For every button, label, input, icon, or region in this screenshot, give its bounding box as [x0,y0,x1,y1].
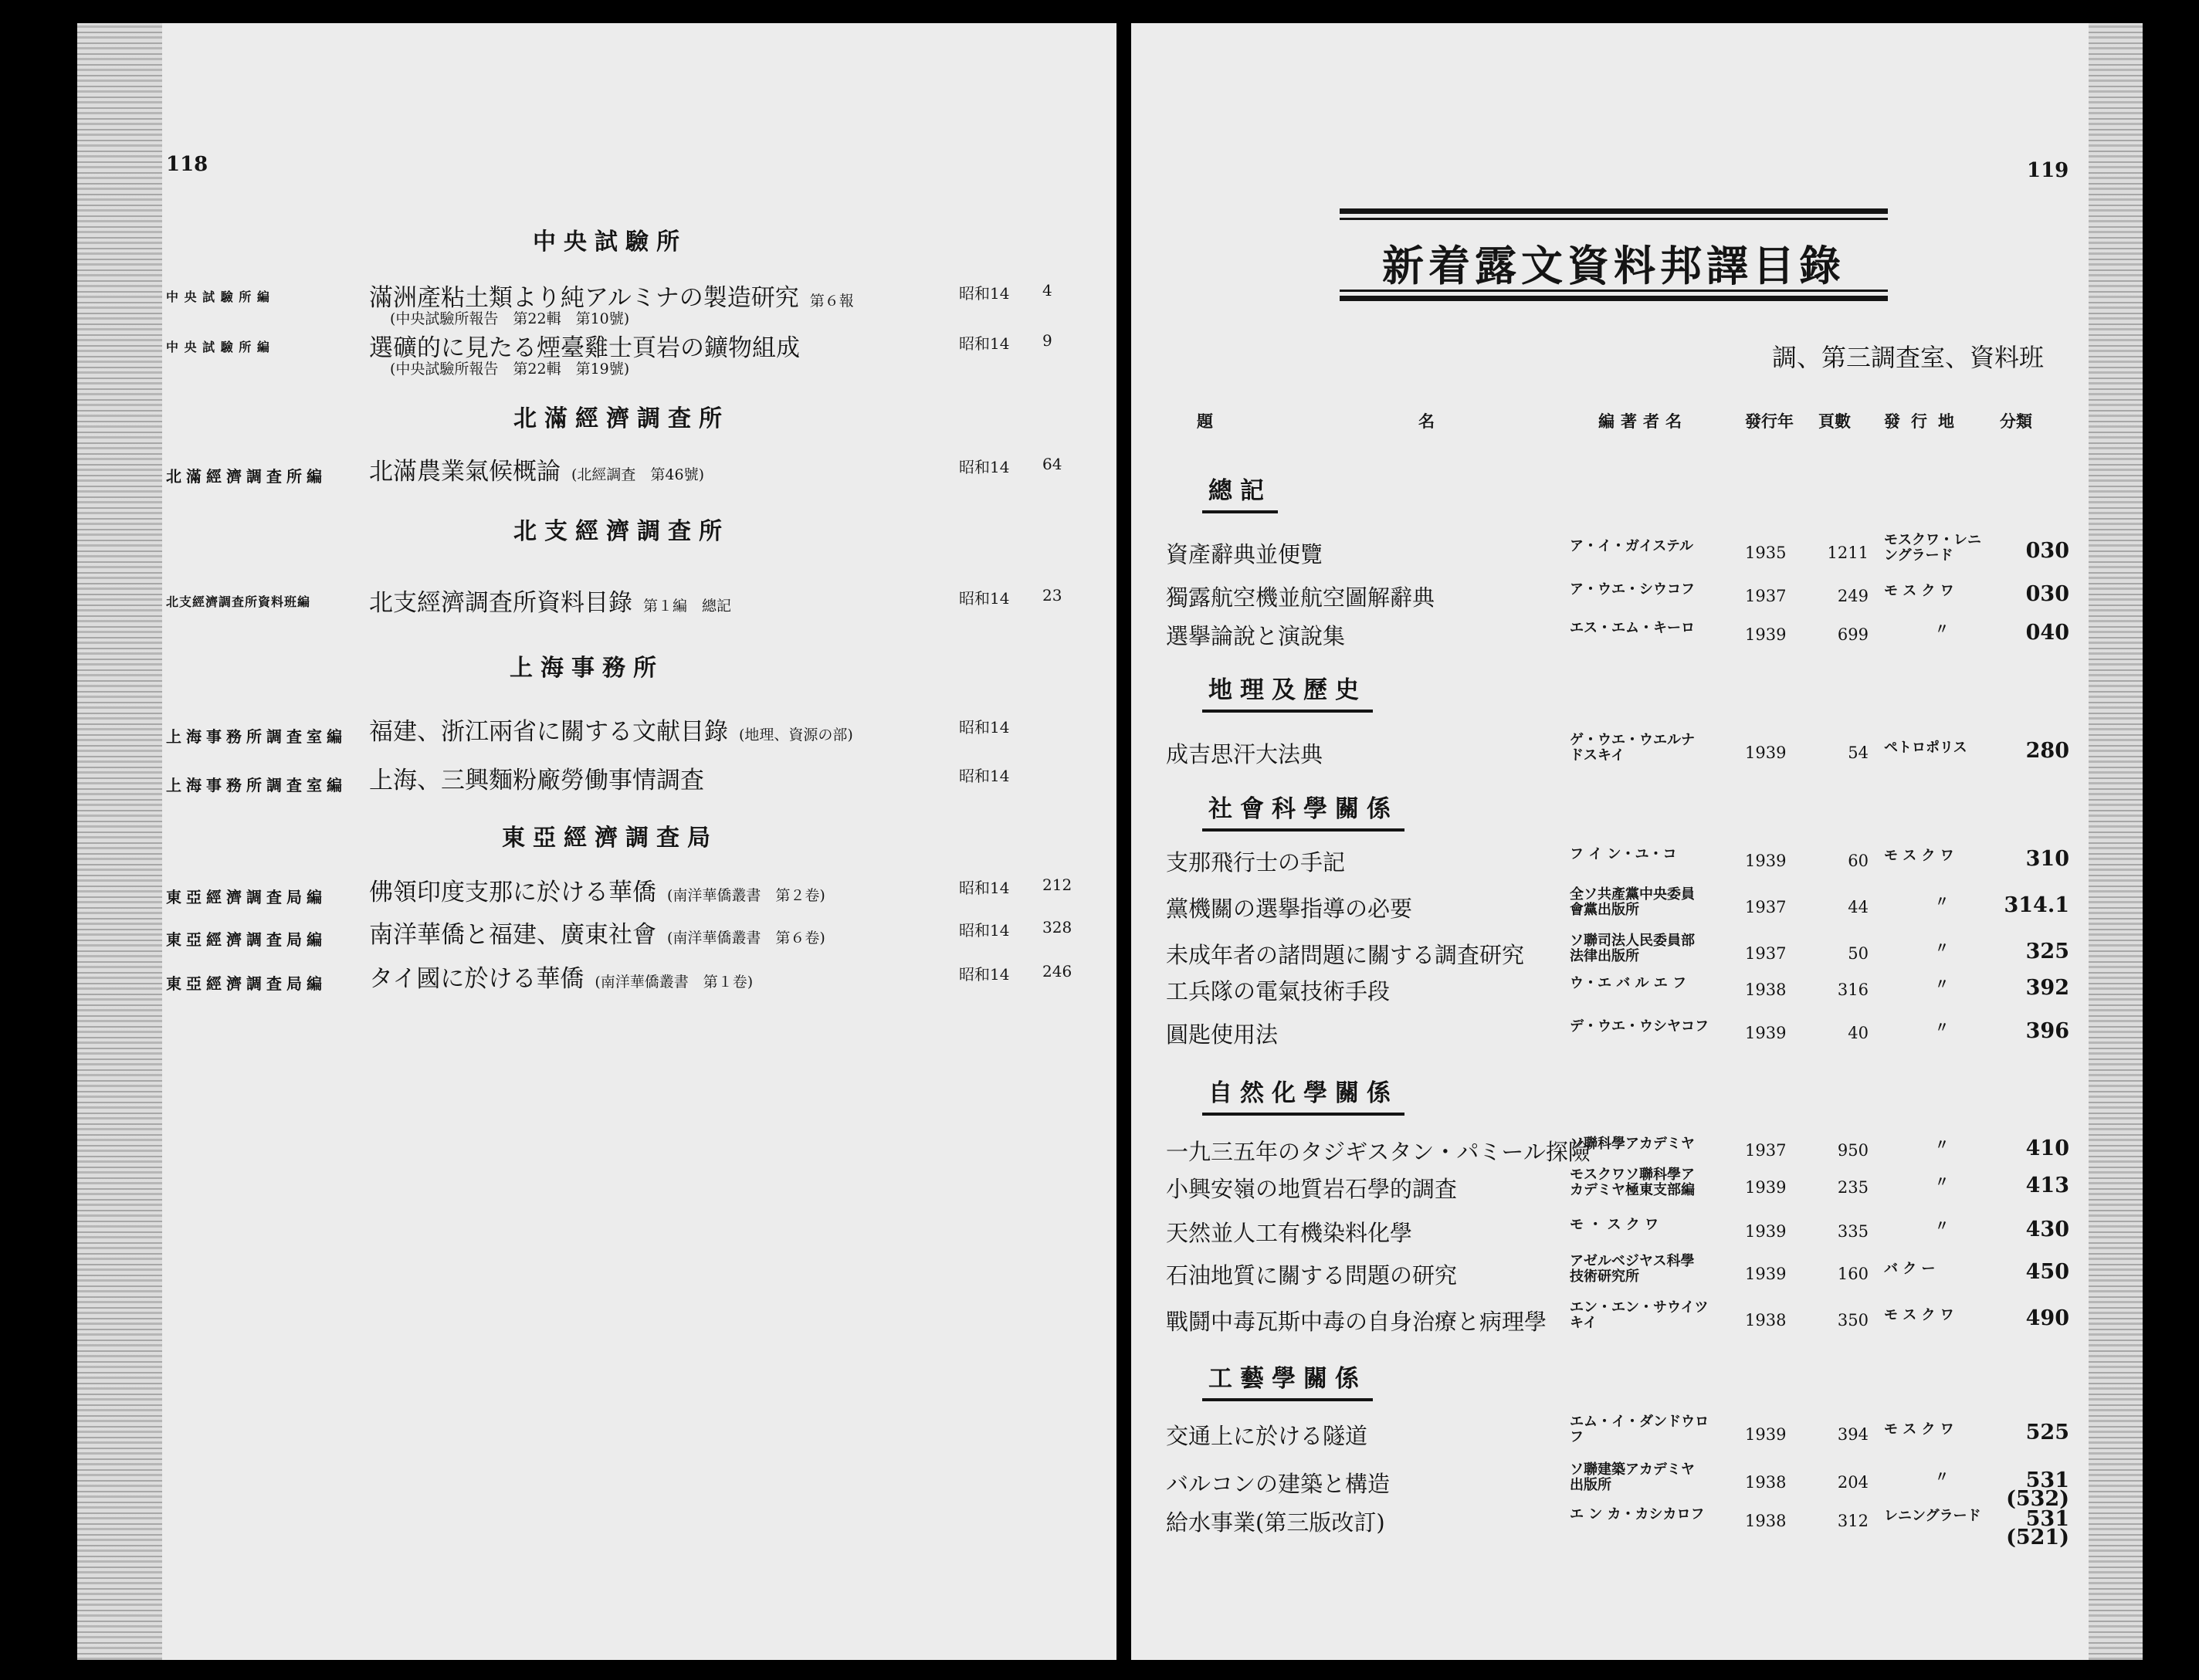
entry-author: アゼルベジヤス科學 技術研究所 [1570,1253,1695,1285]
entry-author: ソ聯建築アカデミヤ 出版所 [1570,1462,1695,1493]
entry-note: (地理、資源の部) [739,727,853,743]
entry-title [369,959,753,994]
entry-author: ゲ・ウエ・ウエルナ ドスキイ [1570,732,1695,764]
entry-title: 圓匙使用法 [1166,1021,1279,1048]
entry-year: 昭和14 [959,284,1010,303]
entry-year: 1939 [1745,1178,1787,1197]
entry-title: 一九三五年のタジギスタン・パミール探險 [1166,1139,1591,1165]
entry-pages: 204 [1837,1473,1869,1492]
entry-title: 小興安嶺の地質岩石學的調査 [1166,1176,1458,1202]
entry-year: 1938 [1745,981,1787,999]
entry-place: モ ス ク ワ [1884,583,1954,599]
entry-title-text: 佛領印度支那に於ける華僑 [369,879,656,906]
entry-pages: 699 [1837,625,1869,644]
col-header-pages: 頁數 [1818,412,1851,431]
entry-pages: 212 [1042,876,1072,894]
entry-publisher: 中 央 試 驗 所 編 [166,290,270,304]
category-heading: 社會科學關係 [1208,789,1398,827]
entry-place: 〃 [1935,1137,1949,1153]
entry-author: ウ・エ バ ル エ フ [1570,975,1687,991]
entry-title-text: 福建、浙江兩省に關する文献目錄 [369,718,728,746]
entry-year: 1937 [1745,587,1787,605]
entry-title: 給水事業(第三版改訂) [1166,1509,1385,1536]
entry-title: 黨機關の選擧指導の必要 [1166,896,1413,922]
entry-year: 昭和14 [959,458,1010,476]
entry-publisher: 北支經濟調査所資料班編 [166,594,311,609]
entry-year: 1939 [1745,1024,1787,1042]
entry-title [369,452,704,486]
entry-series: (中央試驗所報告 第22輯 第10號) [390,310,630,327]
category-heading: 地理及歷史 [1208,670,1367,708]
entry-pages: 23 [1042,586,1062,605]
page-number: 119 [2027,159,2069,182]
byline: 調、第三調査室、資料班 [1772,343,2045,372]
entry-place: バ ク ー [1884,1261,1936,1277]
entry-title: 選擧論說と演說集 [1166,623,1346,649]
entry-class: 325 [2025,940,2069,964]
col-header-place: 發行地 [1884,412,1965,431]
entry-pages: 235 [1837,1178,1869,1197]
entry-title: 戰鬪中毒瓦斯中毒の自身治療と病理學 [1166,1309,1547,1335]
entry-class: 525 [2025,1421,2069,1445]
entry-note: (南洋華僑叢書 第２卷) [667,887,825,904]
left-page [77,23,1116,1660]
entry-title [369,760,704,795]
entry-year: 1935 [1745,544,1787,562]
section-heading: 東亞經濟調査局 [502,825,718,852]
entry-year: 1939 [1745,852,1787,870]
entry-publisher: 中 央 試 驗 所 編 [166,340,270,354]
category-heading: 總記 [1208,471,1272,509]
entry-note: (南洋華僑叢書 第１卷) [595,974,754,991]
entry-year: 1937 [1745,1141,1787,1160]
entry-title-text: 滿洲產粘土類より純アルミナの製造研究 [369,284,799,312]
col-header-class: 分類 [2000,412,2032,431]
entry-pages: 394 [1837,1425,1869,1444]
entry-title: 天然並人工有機染料化學 [1166,1220,1413,1246]
entry-place: 〃 [1935,1174,1949,1191]
entry-place: 〃 [1935,894,1949,910]
entry-year: 1939 [1745,1222,1787,1241]
section-heading: 北滿經濟調査所 [513,405,730,432]
entry-author: デ・ウエ・ウシヤコフ [1570,1018,1709,1035]
entry-series: (中央試驗所報告 第22輯 第19號) [390,361,630,378]
entry-class: 030 [2025,539,2069,563]
entry-title: 支那飛行士の手記 [1166,849,1346,876]
entry-year: 昭和14 [959,334,1010,353]
entry-pages: 60 [1848,852,1869,870]
entry-author: エン・エン・サウイツ キイ [1570,1299,1709,1331]
entry-title [369,583,731,618]
entry-year: 昭和14 [959,718,1010,737]
col-header-title-b: 名 [1418,412,1435,431]
entry-title: 交通上に於ける隧道 [1166,1423,1368,1449]
entry-author: フ イ ン・ユ・コ [1570,846,1677,862]
section-heading: 中央試驗所 [533,229,687,256]
entry-pages: 312 [1837,1512,1869,1530]
category-heading: 工藝學關係 [1208,1359,1367,1397]
entry-note: 第１編 總記 [643,598,732,615]
entry-pages: 54 [1848,743,1869,762]
entry-year: 昭和14 [959,879,1010,897]
entry-author: ソ聯科學アカデミヤ [1570,1136,1695,1152]
entry-class: 531 (532) [2006,1468,2069,1511]
entry-year: 1939 [1745,625,1787,644]
entry-year: 1939 [1745,1425,1787,1444]
catalog-title-box [1340,208,1888,301]
entry-publisher: 上海事務所調査室編 [166,727,347,746]
entry-note: (北經調査 第46號) [571,466,705,483]
entry-place: ペトロポリス [1884,740,1967,756]
entry-author: エム・イ・ダンドウロ フ [1570,1414,1709,1445]
entry-author: ア・ウエ・シウコフ [1570,581,1695,598]
entry-year: 1938 [1745,1512,1787,1530]
col-header-title-a: 題 [1197,412,1213,431]
entry-place: 〃 [1935,1469,1949,1485]
entry-note: 第６報 [809,293,854,310]
entry-place: モ ス ク ワ [1884,848,1954,864]
entry-title: バルコンの建築と構造 [1166,1471,1391,1497]
entry-title-text: 選礦的に見たる煙臺雞士頁岩の鑛物組成 [369,334,800,362]
entry-title: 未成年者の諸問題に關する調査研究 [1166,942,1525,968]
entry-title: 成吉思汗大法典 [1166,741,1323,767]
entry-title-text: タイ國に於ける華僑 [369,965,584,993]
entry-pages: 246 [1042,962,1072,981]
entry-pages: 40 [1848,1024,1869,1042]
entry-class: 490 [2025,1306,2069,1330]
page-number: 118 [166,153,208,176]
entry-class: 030 [2025,582,2069,606]
entry-title [369,915,825,950]
entry-pages: 4 [1042,281,1052,300]
entry-place: 〃 [1935,622,1949,638]
entry-title [369,872,825,907]
entry-author: エ ン カ・カシカロフ [1570,1506,1705,1522]
entry-publisher: 東亞經濟調査局編 [166,888,327,906]
entry-author: エス・エム・キーロ [1570,620,1695,636]
entry-title-text: 南洋華僑と福建、廣東社會 [369,921,656,949]
entry-publisher: 東亞經濟調査局編 [166,974,327,993]
entry-place: モ ス ク ワ [1884,1421,1954,1438]
entry-pages: 950 [1837,1141,1869,1160]
entry-pages: 160 [1837,1265,1869,1283]
entry-year: 1937 [1745,944,1787,963]
entry-pages: 9 [1042,331,1052,350]
section-heading: 北支經濟調査所 [513,518,730,545]
entry-year: 1937 [1745,898,1787,916]
entry-year: 1938 [1745,1311,1787,1329]
entry-pages: 44 [1848,898,1869,916]
entry-pages: 335 [1837,1222,1869,1241]
entry-pages: 350 [1837,1311,1869,1329]
entry-place: レニングラード [1884,1508,1981,1524]
entry-class: 531 (521) [2006,1507,2069,1550]
entry-year: 昭和14 [959,589,1010,608]
entry-title-text: 北支經濟調査所資料目錄 [369,589,632,617]
entry-year: 昭和14 [959,965,1010,984]
entry-pages: 50 [1848,944,1869,963]
entry-year: 昭和14 [959,921,1010,940]
entry-year: 1938 [1745,1473,1787,1492]
entry-year: 昭和14 [959,767,1010,785]
entry-pages: 249 [1837,587,1869,605]
catalog-title: 新着露文資料邦譯目錄 [1382,241,1845,290]
entry-year: 1939 [1745,743,1787,762]
entry-pages: 1211 [1827,544,1869,562]
entry-class: 040 [2025,621,2069,645]
entry-title-text: 上海、三興麵粉廠勞働事情調査 [369,767,704,794]
entry-class: 396 [2025,1019,2069,1043]
entry-pages: 64 [1042,455,1062,473]
entry-author: ソ聯司法人民委員部 法律出版所 [1570,933,1695,964]
col-header-author: 編著者名 [1598,412,1688,431]
page-edge-speckle [77,23,162,1660]
entry-class: 310 [2025,847,2069,871]
category-heading: 自然化學關係 [1208,1073,1398,1111]
entry-class: 450 [2025,1260,2069,1284]
entry-author: モ ・ ス ク ワ [1570,1217,1659,1233]
entry-place: 〃 [1935,1218,1949,1235]
page-edge-speckle [2089,23,2143,1660]
entry-class: 314.1 [2004,893,2069,917]
entry-author: ア・イ・ガイステル [1570,538,1694,554]
entry-class: 392 [2025,976,2069,1000]
entry-place: モスクワ・レニ ングラード [1884,532,1981,564]
entry-title: 資產辭典並便覽 [1166,541,1323,567]
entry-title: 石油地質に關する問題の研究 [1166,1262,1458,1289]
entry-author: 全ソ共產黨中央委員 會黨出版所 [1570,886,1695,918]
entry-place: モ ス ク ワ [1884,1307,1954,1323]
entry-place: 〃 [1935,940,1949,957]
entry-publisher: 上海事務所調査室編 [166,776,347,794]
entry-title [369,712,853,747]
entry-class: 413 [2025,1174,2069,1197]
entry-publisher: 東亞經濟調査局編 [166,930,327,949]
entry-place: 〃 [1935,977,1949,993]
entry-title: 工兵隊の電氣技術手段 [1166,978,1391,1004]
section-heading: 上海事務所 [510,655,664,682]
entry-title: 獨露航空機並航空圖解辭典 [1166,584,1435,611]
entry-class: 430 [2025,1218,2069,1241]
entry-place: 〃 [1935,1020,1949,1036]
entry-class: 410 [2025,1136,2069,1160]
right-page [1131,23,2143,1660]
entry-note: (南洋華僑叢書 第６卷) [667,930,825,947]
entry-class: 280 [2025,739,2069,763]
entry-publisher: 北滿經濟調査所編 [166,467,327,486]
col-header-year: 發行年 [1745,412,1794,431]
entry-title-text: 北滿農業氣候概論 [369,458,561,486]
entry-author: モスクワソ聯科學ア カデミヤ極東支部編 [1570,1167,1695,1198]
entry-year: 1939 [1745,1265,1787,1283]
entry-pages: 316 [1837,981,1869,999]
entry-pages: 328 [1042,918,1072,937]
